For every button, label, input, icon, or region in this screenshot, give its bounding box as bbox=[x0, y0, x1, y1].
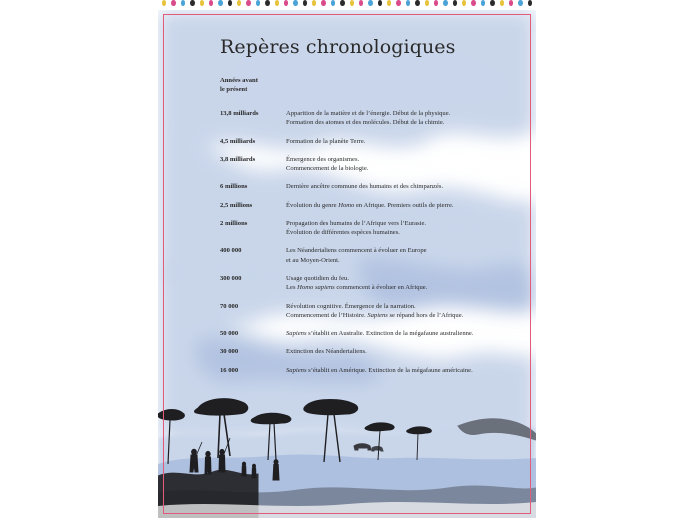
registration-dot bbox=[162, 0, 166, 6]
registration-dot bbox=[340, 0, 344, 6]
registration-dot bbox=[256, 0, 260, 6]
entry-description-line bbox=[286, 201, 520, 210]
registration-dot bbox=[443, 0, 447, 6]
registration-dot bbox=[396, 0, 400, 6]
page-title: Repères chronologiques bbox=[220, 36, 456, 58]
text-segment: Les bbox=[286, 284, 298, 292]
registration-dot bbox=[453, 0, 457, 6]
registration-dot bbox=[368, 0, 372, 6]
registration-dot bbox=[350, 0, 354, 6]
registration-dot bbox=[481, 0, 485, 6]
text-segment: Formation de la planète Terre. bbox=[286, 137, 366, 145]
registration-dot bbox=[509, 0, 513, 6]
text-segment: en Afrique. Premiers outils de pierre. bbox=[354, 201, 454, 209]
entry-date: 4,5 milliards bbox=[220, 137, 256, 145]
entry-description-line bbox=[286, 155, 520, 164]
registration-dot bbox=[434, 0, 438, 6]
entry-description-line bbox=[286, 164, 520, 173]
entry-description-line bbox=[286, 118, 520, 127]
entry-date: 70 000 bbox=[220, 302, 239, 310]
registration-dot bbox=[237, 0, 241, 6]
entry-description bbox=[286, 155, 520, 174]
registration-dot bbox=[303, 0, 307, 6]
entry-description-line bbox=[286, 302, 520, 311]
entry-date: 400 000 bbox=[220, 247, 242, 255]
book-page bbox=[158, 10, 536, 518]
text-segment: Usage quotidien du feu. bbox=[286, 275, 349, 282]
chronology-entry bbox=[220, 137, 520, 146]
italic-term: Sapiens bbox=[367, 312, 388, 319]
chronology-entry bbox=[220, 347, 520, 356]
entry-description-line bbox=[286, 329, 520, 338]
text-segment: Extinction des Néandertaliens. bbox=[286, 348, 367, 356]
chronology-entry bbox=[220, 219, 520, 238]
entry-description-line bbox=[286, 182, 520, 191]
entry-description-line bbox=[286, 256, 520, 265]
registration-dot bbox=[218, 0, 222, 6]
registration-dot bbox=[275, 0, 279, 6]
italic-term: Homo sapiens bbox=[297, 284, 335, 292]
entry-description bbox=[286, 109, 520, 128]
entry-description bbox=[286, 137, 520, 146]
chronology-entry bbox=[220, 201, 520, 210]
entry-date: 50 000 bbox=[220, 330, 239, 338]
entry-description-line bbox=[286, 347, 520, 356]
entry-date: 300 000 bbox=[220, 275, 242, 282]
registration-dot bbox=[471, 0, 475, 6]
text-segment: et au Moyen-Orient. bbox=[286, 256, 340, 264]
registration-dot bbox=[425, 0, 429, 6]
registration-dot bbox=[284, 0, 288, 6]
entry-date: 6 millions bbox=[220, 183, 248, 191]
entry-description-line bbox=[286, 219, 520, 228]
registration-dot bbox=[209, 0, 213, 6]
registration-dot bbox=[490, 0, 494, 6]
text-segment: Apparition de la matière et de l’énergie. Début de la physique. bbox=[286, 110, 451, 117]
text-segment: commencent à évoluer en Afrique. bbox=[334, 284, 428, 292]
registration-dot bbox=[406, 0, 410, 6]
italic-term: Homo bbox=[338, 201, 355, 209]
text-segment: s’établit en Amérique. Extinction de la mégafaune américaine. bbox=[306, 366, 473, 374]
entry-date: 3,8 milliards bbox=[220, 155, 256, 163]
text-segment: s’établit en Australie. Extinction de la mégafaune australienne. bbox=[306, 330, 474, 338]
text-segment: Propagation des humains de l’Afrique vers l’Eurasie. bbox=[286, 219, 427, 227]
entry-description bbox=[286, 329, 520, 338]
registration-dot bbox=[462, 0, 466, 6]
italic-term: Sapiens bbox=[286, 330, 307, 338]
text-segment: Dernière ancêtre commune des humains et des chimpanzés. bbox=[286, 183, 444, 191]
chronology-entry bbox=[220, 109, 520, 128]
entry-description-line bbox=[286, 246, 520, 255]
registration-dot bbox=[500, 0, 504, 6]
entry-description bbox=[286, 201, 520, 210]
registration-dot bbox=[190, 0, 194, 6]
entry-description bbox=[286, 347, 520, 356]
entry-description-line bbox=[286, 274, 520, 283]
chronology-entry bbox=[220, 246, 520, 265]
registration-dot bbox=[312, 0, 316, 6]
entry-description-line bbox=[286, 137, 520, 146]
text-segment: Révolution cognitive. Émergence de la narration. bbox=[286, 302, 416, 310]
registration-dot bbox=[265, 0, 269, 6]
entry-description bbox=[286, 302, 520, 321]
chronology-entry bbox=[220, 182, 520, 191]
text-segment: Les Néandertaliens commencent à évoluer en Europe bbox=[286, 247, 427, 255]
entry-description bbox=[286, 182, 520, 191]
registration-dot bbox=[387, 0, 391, 6]
registration-dot bbox=[321, 0, 325, 6]
registration-dot bbox=[518, 0, 522, 6]
entry-description bbox=[286, 246, 520, 265]
chronology-entry bbox=[220, 302, 520, 321]
registration-dot bbox=[293, 0, 297, 6]
registration-dot bbox=[228, 0, 232, 6]
entry-date: 2,5 millions bbox=[220, 201, 253, 209]
italic-term: Sapiens bbox=[286, 366, 307, 374]
text-segment: Commencement de la biologie. bbox=[286, 165, 369, 173]
entry-description-line bbox=[286, 311, 520, 320]
registration-dot bbox=[415, 0, 419, 6]
registration-dot bbox=[359, 0, 363, 6]
registration-dot bbox=[171, 0, 175, 6]
chronology-entry bbox=[220, 155, 520, 174]
entry-date: 2 millions bbox=[220, 219, 248, 227]
column-header-years-before-present: Années avant le présent bbox=[220, 77, 258, 93]
registration-dot bbox=[378, 0, 382, 6]
entry-date: 16 000 bbox=[220, 366, 239, 374]
entry-date: 30 000 bbox=[220, 348, 239, 356]
registration-dot bbox=[528, 0, 532, 6]
entry-description-line bbox=[286, 228, 520, 237]
text-segment: Commencement de l’Histoire. bbox=[286, 312, 368, 319]
chronology-entry bbox=[220, 329, 520, 338]
registration-dot bbox=[181, 0, 185, 6]
entry-description-line bbox=[286, 109, 520, 118]
registration-marks bbox=[158, 0, 536, 6]
text-segment: Évolution de différentes espèces humaines. bbox=[286, 229, 400, 237]
entry-description-line bbox=[286, 283, 520, 292]
text-segment: Émergence des organismes. bbox=[286, 155, 360, 163]
entry-date: 13,8 milliards bbox=[220, 110, 259, 117]
registration-dot bbox=[331, 0, 335, 6]
chronology-entry bbox=[220, 274, 520, 293]
text-segment: Formation des atomes et des molécules. Début de la chimie. bbox=[286, 119, 445, 127]
registration-dot bbox=[246, 0, 250, 6]
savanna-landscape-illustration bbox=[158, 368, 536, 518]
text-segment: Évolution du genre bbox=[286, 201, 339, 209]
entry-description bbox=[286, 274, 520, 293]
registration-dot bbox=[200, 0, 204, 6]
text-segment: se répand hors de l’Afrique. bbox=[387, 312, 464, 319]
entry-description bbox=[286, 219, 520, 238]
